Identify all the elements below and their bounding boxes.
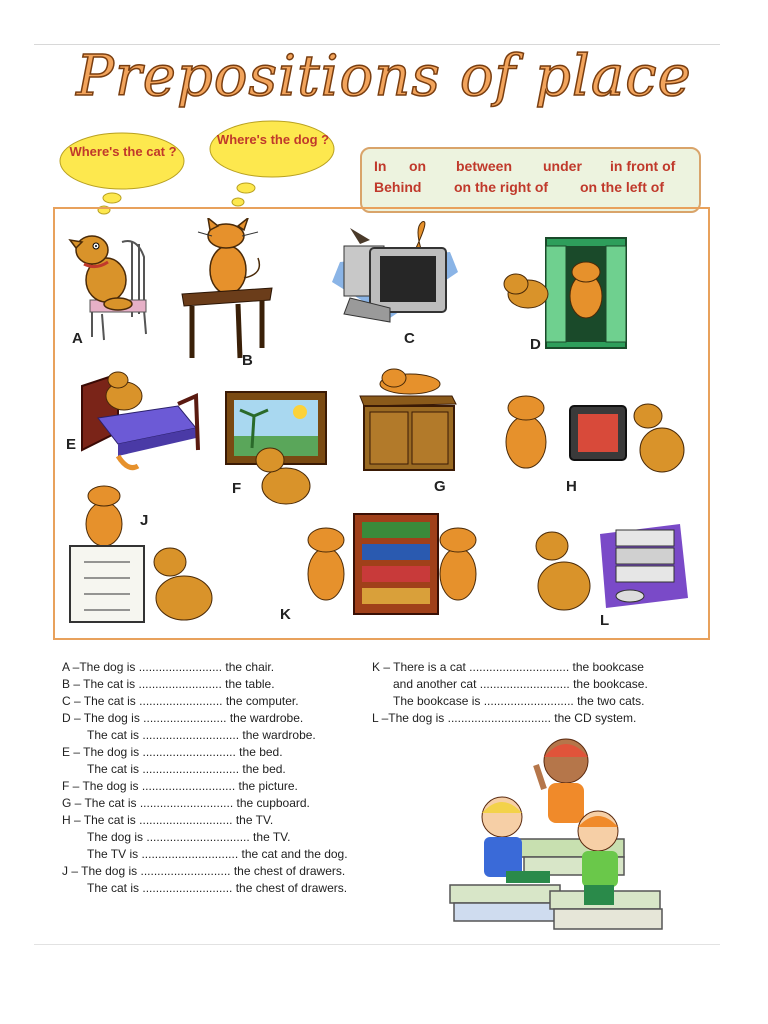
picture-label: F xyxy=(232,480,242,497)
picture-label: E xyxy=(66,436,77,453)
exercise-line: J – The dog is ........................... the chest of drawers. xyxy=(62,864,346,878)
picture-label: K xyxy=(280,606,291,623)
picture-label: A xyxy=(72,330,83,347)
exercise-line: The cat is ........................... the chest of drawers. xyxy=(87,881,348,895)
exercise-line: H – The cat is ............................ the TV. xyxy=(62,813,274,827)
picture-h-tv xyxy=(486,392,702,484)
exercise-line: G – The cat is ............................ the cupboard. xyxy=(62,796,310,810)
exercise-line: and another cat ........................... the bookcase. xyxy=(393,677,648,691)
exercise-line: B – The cat is ......................... the table. xyxy=(62,677,275,691)
picture-j-chest-of-drawers xyxy=(64,484,234,634)
exercise-line: The bookcase is ........................... the two cats. xyxy=(393,694,645,708)
bottom-divider xyxy=(34,944,720,945)
prep-on: on xyxy=(409,158,427,174)
exercise-line: The cat is ............................. the wardrobe. xyxy=(87,728,316,742)
picture-label: J xyxy=(140,512,149,529)
picture-label: D xyxy=(530,336,541,353)
prep-in-front-of: in front of xyxy=(610,158,676,174)
exercise-line: The cat is ............................. the bed. xyxy=(87,762,286,776)
thought-bubble-dog xyxy=(206,116,340,212)
prep-behind: Behind xyxy=(374,179,422,195)
bubble-text-cat: Where's the cat ? xyxy=(69,144,177,159)
picture-label: B xyxy=(242,352,253,369)
exercise-line: K – There is a cat .............................. the bookcase xyxy=(372,660,644,674)
exercise-line: C – The cat is ......................... the computer. xyxy=(62,694,299,708)
picture-label: C xyxy=(404,330,415,347)
exercise-line: The dog is ............................... the TV. xyxy=(87,830,291,844)
prepositions-box xyxy=(360,147,701,213)
prep-under: under xyxy=(543,158,582,174)
prep-on-the-right-of: on the right of xyxy=(454,179,549,195)
exercise-line: A –The dog is ......................... the chair. xyxy=(62,660,275,674)
prep-on-the-left-of: on the left of xyxy=(580,179,664,195)
picture-label: G xyxy=(434,478,446,495)
page-title: Prepositions of place xyxy=(76,44,692,109)
exercise-line: L –The dog is ............................... the CD system. xyxy=(372,711,637,725)
picture-g-cupboard xyxy=(356,368,460,478)
prep-between: between xyxy=(456,158,513,174)
picture-label: L xyxy=(600,612,610,629)
picture-label: H xyxy=(566,478,577,495)
picture-c-cat-behind-computer xyxy=(330,218,460,336)
picture-k-bookcase xyxy=(292,510,492,620)
picture-d-wardrobe xyxy=(500,232,640,356)
exercise-line: D – The dog is ......................... the wardrobe. xyxy=(62,711,304,725)
exercise-line: The TV is ............................. the cat and the dog. xyxy=(87,847,348,861)
kids-on-books-illustration xyxy=(440,735,676,939)
prep-in: In xyxy=(374,158,387,174)
picture-a-dog-on-chair xyxy=(62,222,162,342)
picture-b-cat-on-table xyxy=(178,218,278,368)
bubble-text-dog: Where's the dog ? xyxy=(216,132,330,147)
picture-l-cd-system xyxy=(530,520,690,620)
exercise-line: F – The dog is ............................ the picture. xyxy=(62,779,298,793)
exercise-line: E – The dog is ............................ the bed. xyxy=(62,745,283,759)
picture-e-bed xyxy=(78,366,202,478)
